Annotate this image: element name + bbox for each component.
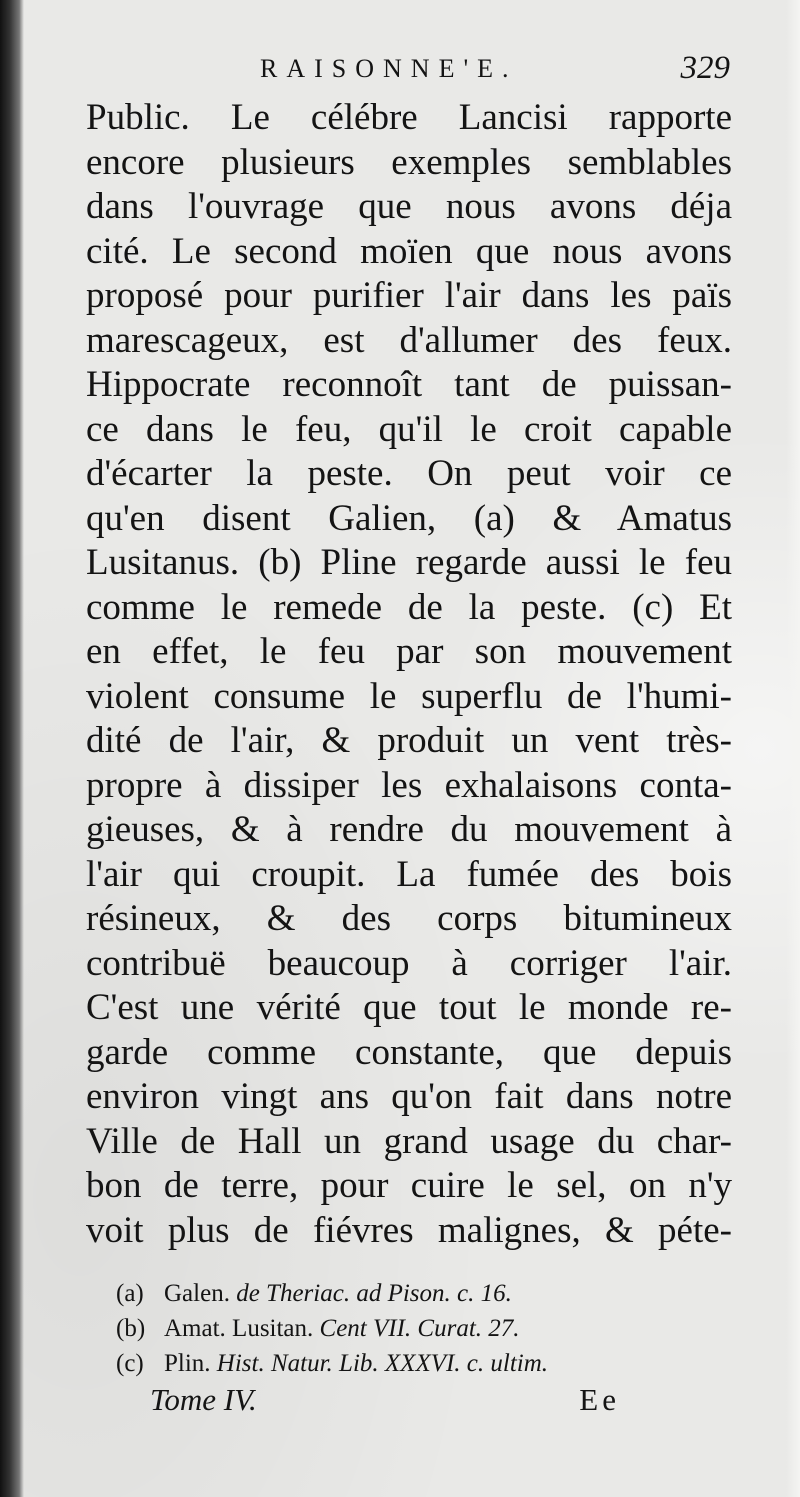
text-line: comme le remede de la peste. (c) Et: [86, 586, 732, 628]
footnote-author: Plin.: [164, 1350, 211, 1377]
text-line: encore plusieurs exemples semblables: [86, 141, 732, 183]
text-line: résineux, & des corps bitumineux: [86, 898, 732, 939]
text-line: gieuses, & à rendre du mouvement à: [86, 809, 732, 850]
footnotes: [116, 1276, 736, 1381]
text-line: bon de terre, pour cuire le sel, on n'y: [86, 1165, 732, 1206]
text-line: Hippocrate reconnoît tant de puissan-: [86, 364, 732, 405]
text-line: Ville de Hall un grand usage du char-: [86, 1120, 732, 1162]
running-head: RAISONNE'E.: [260, 54, 518, 83]
footnote-a: [116, 1276, 736, 1311]
volume-label: Tome IV.: [150, 1382, 257, 1417]
page-number: 329: [680, 50, 730, 86]
footnote-c: [116, 1346, 736, 1381]
footnote-mark: (a): [116, 1280, 144, 1307]
text-line: Lusitanus. (b) Pline regarde aussi le feu: [86, 542, 732, 583]
text-line: dité de l'air, & produit un vent très-: [86, 720, 732, 761]
text-line: Public. Le célébre Lancisi rapporte: [86, 97, 732, 138]
footnote-b: [116, 1311, 736, 1346]
page-gutter-shadow: [0, 0, 24, 1497]
footnote-author: Galen.: [164, 1280, 230, 1307]
text-line: contribuë beaucoup à corriger l'air.: [86, 942, 732, 984]
text-line: propre à dissiper les exhalaisons conta-: [86, 764, 732, 806]
body-text: [86, 96, 732, 1253]
footnote-reference: de Theriac. ad Pison. c. 16.: [236, 1280, 512, 1307]
text-line: marescageux, est d'allumer des feux.: [86, 319, 732, 361]
text-line: environ vingt ans qu'on fait dans notre: [86, 1076, 732, 1117]
signature-mark: Ee: [579, 1382, 620, 1417]
footnote-mark: (c): [116, 1350, 144, 1377]
text-line: C'est une vérité que tout le monde re-: [86, 987, 732, 1028]
text-line: proposé pour purifier l'air dans les païs: [86, 275, 732, 316]
text-line: d'écarter la peste. On peut voir ce: [86, 453, 732, 494]
page-edge-highlight: [786, 0, 800, 1497]
text-line: l'air qui croupit. La fumée des bois: [86, 853, 732, 895]
text-line: cité. Le second moïen que nous avons: [86, 230, 732, 272]
footnote-mark: (b): [116, 1315, 146, 1342]
text-line: qu'en disent Galien, (a) & Amatus: [86, 497, 732, 539]
text-line: ce dans le feu, qu'il le croit capable: [86, 408, 732, 450]
text-line: garde comme constante, que depuis: [86, 1031, 732, 1073]
footnote-author: Amat. Lusitan.: [164, 1315, 314, 1342]
text-line: dans l'ouvrage que nous avons déja: [86, 186, 732, 227]
footnote-reference: Cent VII. Curat. 27.: [319, 1315, 520, 1342]
text-line: voit plus de fiévres malignes, & péte-: [86, 1209, 732, 1251]
page-header: [90, 52, 730, 96]
footnote-reference: Hist. Natur. Lib. XXXVI. c. ultim.: [216, 1350, 549, 1377]
page-footer: [150, 1382, 620, 1428]
text-line: en effet, le feu par son mouvement: [86, 631, 732, 672]
text-line: violent consume le superflu de l'humi-: [86, 675, 732, 717]
